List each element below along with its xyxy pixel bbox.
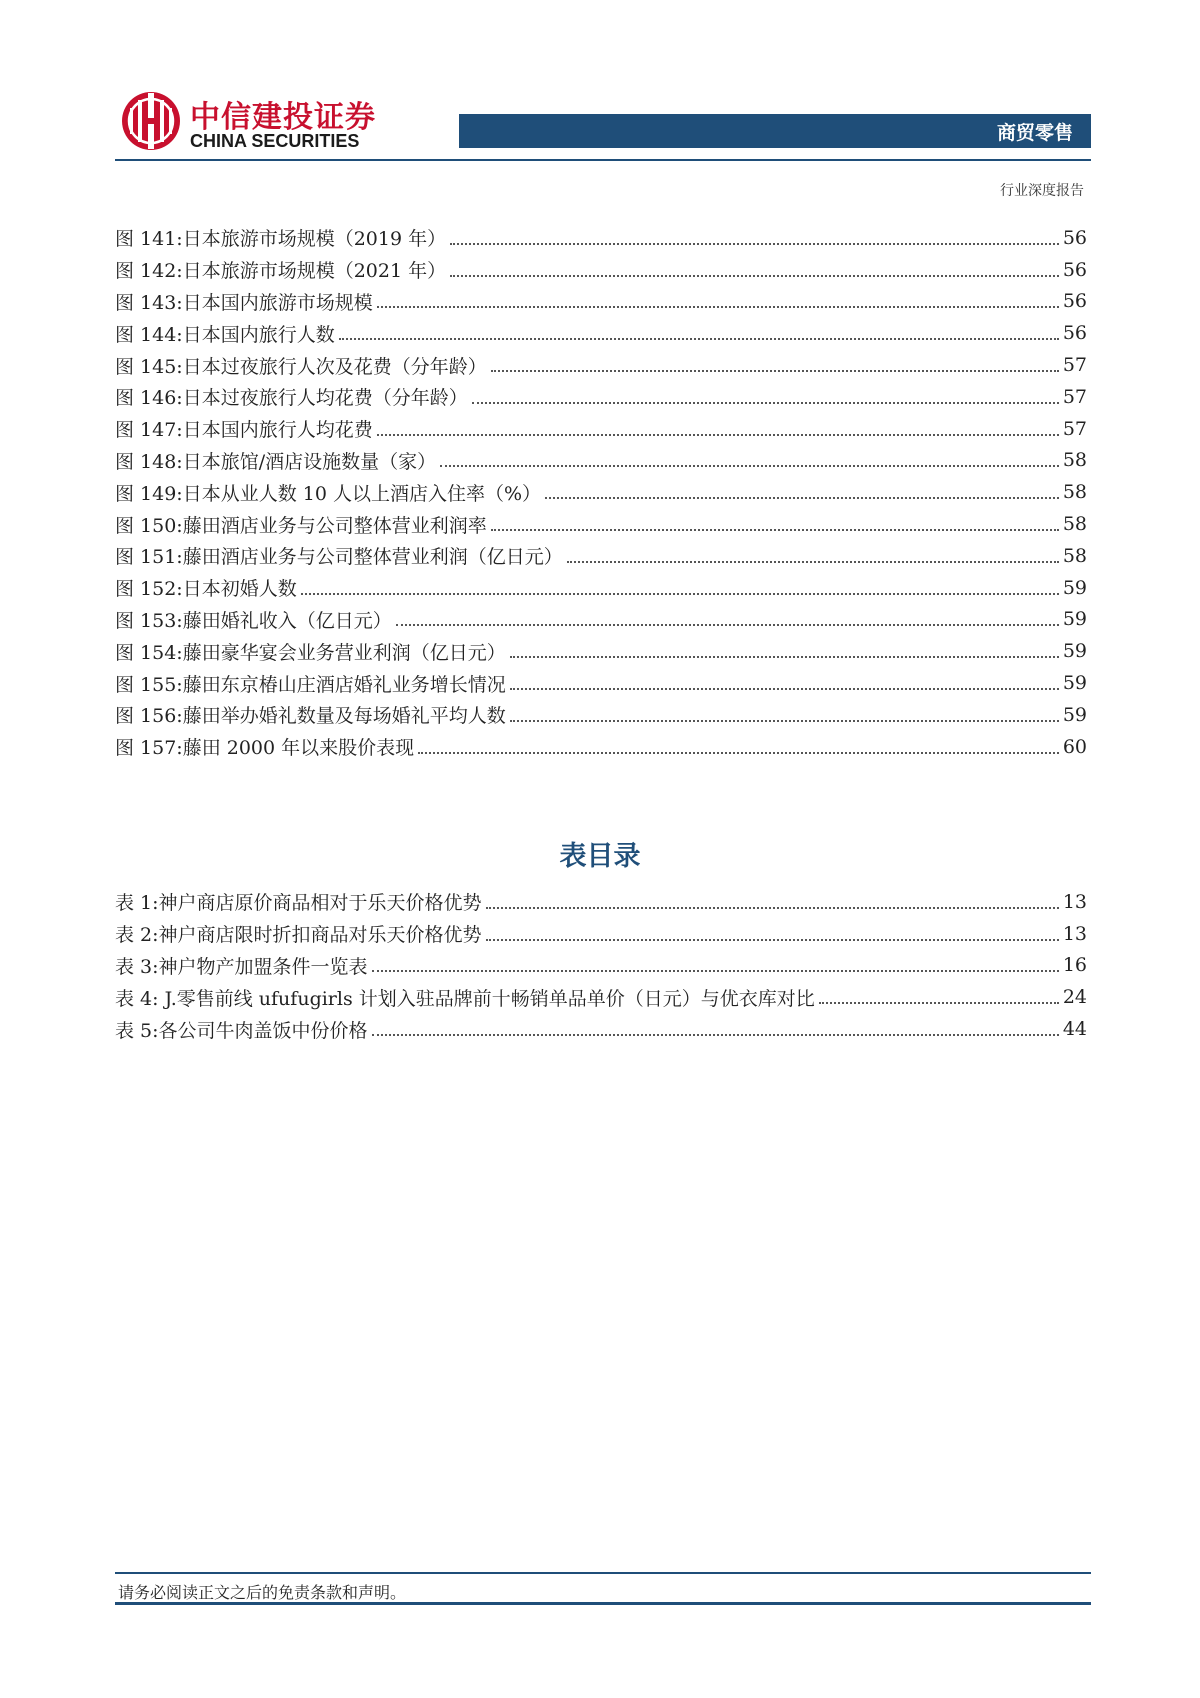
toc-entry-label: 表 4: J.零售前线 ufufugirls 计划入驻品牌前十畅销单品单价（日元）与优衣库对比	[115, 987, 815, 1010]
logo-chinese-name: 中信建投证券	[190, 100, 376, 135]
toc-leader-dots	[567, 561, 1059, 563]
toc-leader-dots	[486, 939, 1059, 941]
toc-leader-dots	[472, 402, 1059, 404]
toc-entry-figure[interactable]	[115, 317, 1087, 349]
toc-entry-label: 图 147:日本国内旅行人均花费	[115, 419, 373, 442]
toc-page-number: 58	[1062, 513, 1087, 536]
toc-entry-figure[interactable]	[115, 540, 1087, 572]
toc-page-number: 58	[1062, 544, 1087, 567]
toc-entry-figure[interactable]	[115, 572, 1087, 604]
toc-leader-dots	[396, 624, 1059, 626]
toc-leader-dots	[491, 529, 1059, 531]
toc-entry-figure[interactable]	[115, 635, 1087, 667]
toc-entry-figure[interactable]	[115, 413, 1087, 445]
toc-entry-figure[interactable]	[115, 286, 1087, 318]
toc-entry-label: 图 148:日本旅馆/酒店设施数量（家）	[115, 450, 437, 473]
figure-list	[115, 222, 1087, 763]
toc-leader-dots	[450, 243, 1059, 245]
toc-entry-label: 图 156:藤田举办婚礼数量及每场婚礼平均人数	[115, 705, 506, 728]
toc-leader-dots	[418, 752, 1059, 754]
toc-leader-dots	[440, 465, 1059, 467]
toc-leader-dots	[450, 275, 1059, 277]
toc-page-number: 16	[1062, 954, 1087, 977]
toc-entry-label: 图 142:日本旅游市场规模（2021 年）	[115, 260, 447, 283]
logo-english-name: CHINA SECURITIES	[190, 131, 360, 151]
toc-entry-label: 图 150:藤田酒店业务与公司整体营业利润率	[115, 514, 487, 537]
toc-leader-dots	[339, 338, 1059, 340]
toc-page-number: 13	[1062, 890, 1087, 913]
toc-entry-label: 表 2:神户商店限时折扣商品对乐天价格优势	[115, 924, 482, 947]
toc-page-number: 58	[1062, 449, 1087, 472]
toc-entry-label: 图 151:藤田酒店业务与公司整体营业利润（亿日元）	[115, 546, 563, 569]
toc-entry-figure[interactable]	[115, 699, 1087, 731]
toc-entry-label: 图 157:藤田 2000 年以来股价表现	[115, 737, 415, 760]
toc-entry-label: 图 154:藤田豪华宴会业务营业利润（亿日元）	[115, 641, 506, 664]
china-securities-logo-icon	[120, 88, 182, 154]
toc-entry-table[interactable]	[115, 886, 1087, 918]
category-banner	[459, 114, 1091, 148]
toc-entry-figure[interactable]	[115, 667, 1087, 699]
toc-entry-figure[interactable]	[115, 731, 1087, 763]
toc-page-number: 24	[1062, 986, 1087, 1009]
toc-leader-dots	[372, 970, 1059, 972]
tables-section-title: 表目录	[559, 841, 641, 872]
footer-bottom-rule	[115, 1602, 1091, 1605]
toc-page-number: 58	[1062, 481, 1087, 504]
toc-leader-dots	[510, 656, 1059, 658]
footer-divider	[115, 1572, 1091, 1574]
toc-page-number: 59	[1062, 672, 1087, 695]
toc-page-number: 59	[1062, 640, 1087, 663]
toc-page-number: 56	[1062, 258, 1087, 281]
toc-leader-dots	[545, 497, 1059, 499]
toc-entry-figure[interactable]	[115, 222, 1087, 254]
toc-leader-dots	[377, 306, 1059, 308]
toc-page-number: 57	[1062, 354, 1087, 377]
toc-leader-dots	[301, 593, 1059, 595]
toc-page-number: 57	[1062, 417, 1087, 440]
toc-leader-dots	[819, 1002, 1059, 1004]
toc-page-number: 57	[1062, 385, 1087, 408]
toc-entry-label: 表 1:神户商店原价商品相对于乐天价格优势	[115, 892, 482, 915]
toc-page-number: 59	[1062, 608, 1087, 631]
toc-entry-figure[interactable]	[115, 604, 1087, 636]
toc-entry-table[interactable]	[115, 981, 1087, 1013]
header-divider	[115, 159, 1091, 161]
toc-entry-label: 表 5:各公司牛肉盖饭中份价格	[115, 1019, 368, 1042]
company-logo	[120, 88, 420, 160]
toc-entry-label: 图 145:日本过夜旅行人次及花费（分年龄）	[115, 355, 487, 378]
toc-entry-label: 图 149:日本从业人数 10 人以上酒店入住率（%）	[115, 482, 542, 505]
toc-entry-figure[interactable]	[115, 254, 1087, 286]
toc-entry-label: 图 146:日本过夜旅行人均花费（分年龄）	[115, 387, 468, 410]
toc-entry-label: 图 141:日本旅游市场规模（2019 年）	[115, 228, 447, 251]
toc-leader-dots	[491, 370, 1059, 372]
category-label: 商贸零售	[996, 122, 1073, 144]
toc-page-number: 56	[1062, 322, 1087, 345]
toc-page-number: 60	[1062, 735, 1087, 758]
toc-entry-label: 图 143:日本国内旅游市场规模	[115, 291, 373, 314]
report-type-label: 行业深度报告	[1000, 183, 1084, 199]
toc-entry-table[interactable]	[115, 1013, 1087, 1045]
toc-page-number: 13	[1062, 922, 1087, 945]
toc-entry-label: 图 144:日本国内旅行人数	[115, 323, 335, 346]
toc-leader-dots	[372, 1034, 1059, 1036]
footer-disclaimer: 请务必阅读正文之后的免责条款和声明。	[118, 1583, 407, 1602]
toc-page-number: 56	[1062, 226, 1087, 249]
toc-page-number: 59	[1062, 576, 1087, 599]
toc-leader-dots	[510, 720, 1059, 722]
toc-entry-label: 表 3:神户物产加盟条件一览表	[115, 955, 368, 978]
toc-leader-dots	[510, 688, 1059, 690]
toc-entry-figure[interactable]	[115, 508, 1087, 540]
table-list	[115, 886, 1087, 1045]
toc-entry-figure[interactable]	[115, 445, 1087, 477]
toc-entry-figure[interactable]	[115, 476, 1087, 508]
toc-page-number: 44	[1062, 1018, 1087, 1041]
toc-entry-label: 图 152:日本初婚人数	[115, 578, 297, 601]
toc-entry-label: 图 153:藤田婚礼收入（亿日元）	[115, 609, 392, 632]
toc-leader-dots	[377, 434, 1059, 436]
toc-entry-label: 图 155:藤田东京椿山庄酒店婚礼业务增长情况	[115, 673, 506, 696]
toc-page-number: 56	[1062, 290, 1087, 313]
toc-entry-figure[interactable]	[115, 381, 1087, 413]
toc-leader-dots	[486, 907, 1059, 909]
toc-page-number: 59	[1062, 703, 1087, 726]
toc-entry-table[interactable]	[115, 918, 1087, 950]
toc-entry-table[interactable]	[115, 950, 1087, 982]
toc-entry-figure[interactable]	[115, 349, 1087, 381]
